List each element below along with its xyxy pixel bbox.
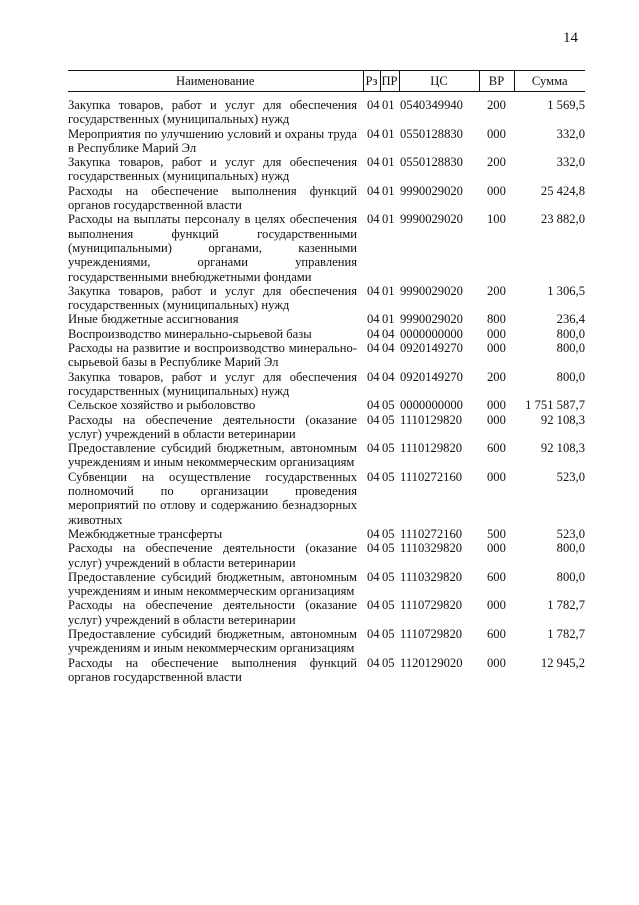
row-sum: 1 782,7	[547, 626, 585, 641]
row-pr: 01	[382, 126, 395, 141]
row-sum: 800,0	[556, 569, 585, 584]
row-name: Расходы на обеспечение деятельности (оказание услуг) учреждений в области ветеринарии	[68, 541, 357, 570]
row-name: Закупка товаров, работ и услуг для обеспечения государственных (муниципальных) нужд	[68, 369, 357, 398]
row-sum: 1 751 587,7	[525, 398, 585, 413]
row-vr: 100	[487, 212, 506, 227]
row-vr: 000	[487, 341, 506, 356]
budget-table	[68, 70, 585, 684]
row-rz: 04	[367, 212, 380, 227]
row-pr: 05	[382, 655, 395, 670]
row-rz: 04	[367, 126, 380, 141]
row-name: Расходы на выплаты персоналу в целях обеспечения выполнения функций государственными (муниципальными) органами, казенными учреждениями, органами управления государственными внебюджетными фондами	[68, 212, 357, 284]
row-sum: 332,0	[556, 155, 585, 170]
table-row	[68, 570, 585, 599]
row-pr: 01	[382, 283, 395, 298]
row-vr: 000	[487, 183, 506, 198]
row-vr: 200	[487, 283, 506, 298]
row-rz: 04	[367, 98, 380, 112]
table-row	[68, 312, 585, 326]
row-sum: 523,0	[556, 526, 585, 541]
header-vr: ВР	[479, 71, 514, 92]
row-pr: 05	[382, 541, 395, 556]
row-name: Расходы на обеспечение выполнения функций органов государственной власти	[68, 655, 357, 684]
row-name: Предоставление субсидий бюджетным, автономным учреждениям и иным некоммерческим организациям	[68, 441, 357, 470]
row-name: Межбюджетные трансферты	[68, 526, 223, 541]
row-cs: 1110129820	[400, 412, 463, 427]
row-vr: 600	[487, 626, 506, 641]
row-name: Предоставление субсидий бюджетным, автономным учреждениям и иным некоммерческим организациям	[68, 626, 357, 656]
row-pr: 04	[382, 326, 395, 341]
row-vr: 000	[487, 541, 506, 556]
table-row	[68, 370, 585, 399]
table-header-row	[68, 71, 585, 92]
header-rz: Рз	[363, 71, 380, 92]
row-vr: 000	[487, 469, 506, 484]
row-rz: 04	[367, 541, 380, 556]
row-vr: 000	[487, 398, 506, 413]
page-number: 14	[563, 30, 578, 46]
row-sum: 23 882,0	[540, 212, 585, 227]
header-cs: ЦС	[399, 71, 479, 92]
row-pr: 01	[382, 312, 395, 327]
row-cs: 9990029020	[400, 212, 463, 227]
row-sum: 800,0	[556, 341, 585, 356]
row-pr: 04	[382, 369, 395, 384]
table-row	[68, 327, 585, 341]
row-pr: 04	[382, 341, 395, 356]
row-cs: 0920149270	[400, 341, 463, 356]
header-pr: ПР	[380, 71, 399, 92]
table-row	[68, 656, 585, 685]
row-name: Закупка товаров, работ и услуг для обеспечения государственных (муниципальных) нужд	[68, 98, 357, 127]
row-vr: 600	[487, 569, 506, 584]
row-pr: 01	[382, 155, 395, 170]
table-row	[68, 184, 585, 213]
row-pr: 05	[382, 526, 395, 541]
row-rz: 04	[367, 569, 380, 584]
row-sum: 800,0	[556, 541, 585, 556]
row-cs: 1120129020	[400, 655, 463, 670]
row-sum: 1 569,5	[547, 98, 585, 112]
row-rz: 04	[367, 155, 380, 170]
row-pr: 05	[382, 441, 395, 456]
row-cs: 1110272160	[400, 526, 463, 541]
table-row	[68, 598, 585, 627]
row-cs: 1110729820	[400, 598, 463, 613]
table-row	[68, 398, 585, 412]
row-cs: 1110129820	[400, 441, 463, 456]
row-pr: 05	[382, 598, 395, 613]
row-sum: 25 424,8	[540, 183, 585, 198]
row-name: Расходы на развитие и воспроизводство минерально-сырьевой базы в Республике Марий Эл	[68, 341, 357, 370]
row-pr: 05	[382, 412, 395, 427]
row-cs: 0000000000	[400, 398, 463, 413]
row-rz: 04	[367, 598, 380, 613]
table-body	[68, 92, 585, 685]
row-cs: 0540349940	[400, 98, 463, 112]
header-sum: Сумма	[514, 71, 585, 92]
row-cs: 1110329820	[400, 569, 463, 584]
row-vr: 000	[487, 326, 506, 341]
table-row	[68, 527, 585, 541]
row-name: Иные бюджетные ассигнования	[68, 312, 239, 327]
row-rz: 04	[367, 655, 380, 670]
table-row	[68, 341, 585, 370]
row-cs: 1110329820	[400, 541, 463, 556]
row-name: Расходы на обеспечение деятельности (оказание услуг) учреждений в области ветеринарии	[68, 412, 357, 441]
table-row	[68, 92, 585, 127]
row-pr: 05	[382, 626, 395, 641]
table-row	[68, 541, 585, 570]
row-sum: 1 782,7	[547, 598, 585, 613]
row-sum: 92 108,3	[540, 412, 585, 427]
row-rz: 04	[367, 412, 380, 427]
row-rz: 04	[367, 398, 380, 413]
table-row	[68, 212, 585, 283]
row-pr: 05	[382, 469, 395, 484]
row-pr: 01	[382, 212, 395, 227]
table-row	[68, 627, 585, 656]
header-name: Наименование	[68, 71, 363, 92]
row-sum: 523,0	[556, 469, 585, 484]
row-rz: 04	[367, 183, 380, 198]
row-vr: 000	[487, 655, 506, 670]
row-rz: 04	[367, 326, 380, 341]
row-rz: 04	[367, 526, 380, 541]
row-name: Расходы на обеспечение выполнения функций органов государственной власти	[68, 183, 357, 213]
row-name: Субвенции на осуществление государственных полномочий по организации проведения мероприятий по отлову и содержанию безнадзорных животных	[68, 469, 357, 527]
row-pr: 01	[382, 98, 395, 112]
table-row	[68, 470, 585, 527]
row-vr: 000	[487, 598, 506, 613]
row-vr: 200	[487, 155, 506, 170]
row-vr: 500	[487, 526, 506, 541]
row-vr: 000	[487, 412, 506, 427]
row-vr: 000	[487, 126, 506, 141]
row-rz: 04	[367, 469, 380, 484]
row-sum: 332,0	[556, 126, 585, 141]
table-row	[68, 413, 585, 442]
row-rz: 04	[367, 341, 380, 356]
table-row	[68, 441, 585, 470]
row-name: Мероприятия по улучшению условий и охраны труда в Республике Марий Эл	[68, 126, 357, 155]
row-name: Закупка товаров, работ и услуг для обеспечения государственных (муниципальных) нужд	[68, 283, 357, 313]
row-sum: 92 108,3	[540, 441, 585, 456]
row-cs: 9990029020	[400, 183, 463, 198]
row-sum: 800,0	[556, 369, 585, 384]
row-sum: 236,4	[556, 312, 585, 327]
row-pr: 05	[382, 398, 395, 413]
row-cs: 9990029020	[400, 283, 463, 298]
row-name: Предоставление субсидий бюджетным, автономным учреждениям и иным некоммерческим организациям	[68, 569, 357, 599]
row-name: Закупка товаров, работ и услуг для обеспечения государственных (муниципальных) нужд	[68, 155, 357, 184]
row-cs: 0550128830	[400, 126, 463, 141]
row-rz: 04	[367, 283, 380, 298]
row-pr: 01	[382, 183, 395, 198]
row-pr: 05	[382, 569, 395, 584]
table-row	[68, 127, 585, 156]
row-rz: 04	[367, 312, 380, 327]
row-sum: 800,0	[556, 326, 585, 341]
row-vr: 200	[487, 369, 506, 384]
row-vr: 600	[487, 441, 506, 456]
table-row	[68, 284, 585, 313]
row-cs: 9990029020	[400, 312, 463, 327]
row-name: Воспроизводство минерально-сырьевой базы	[68, 326, 312, 341]
table-row	[68, 155, 585, 184]
row-name: Расходы на обеспечение деятельности (оказание услуг) учреждений в области ветеринарии	[68, 598, 357, 627]
row-cs: 0000000000	[400, 326, 463, 341]
row-sum: 12 945,2	[540, 655, 585, 670]
row-sum: 1 306,5	[547, 283, 585, 298]
row-rz: 04	[367, 626, 380, 641]
row-name: Сельское хозяйство и рыболовство	[68, 398, 256, 413]
row-cs: 0550128830	[400, 155, 463, 170]
row-cs: 1110272160	[400, 469, 463, 484]
row-rz: 04	[367, 441, 380, 456]
row-vr: 200	[487, 98, 506, 112]
row-cs: 1110729820	[400, 626, 463, 641]
row-vr: 800	[487, 312, 506, 327]
row-rz: 04	[367, 369, 380, 384]
row-cs: 0920149270	[400, 369, 463, 384]
